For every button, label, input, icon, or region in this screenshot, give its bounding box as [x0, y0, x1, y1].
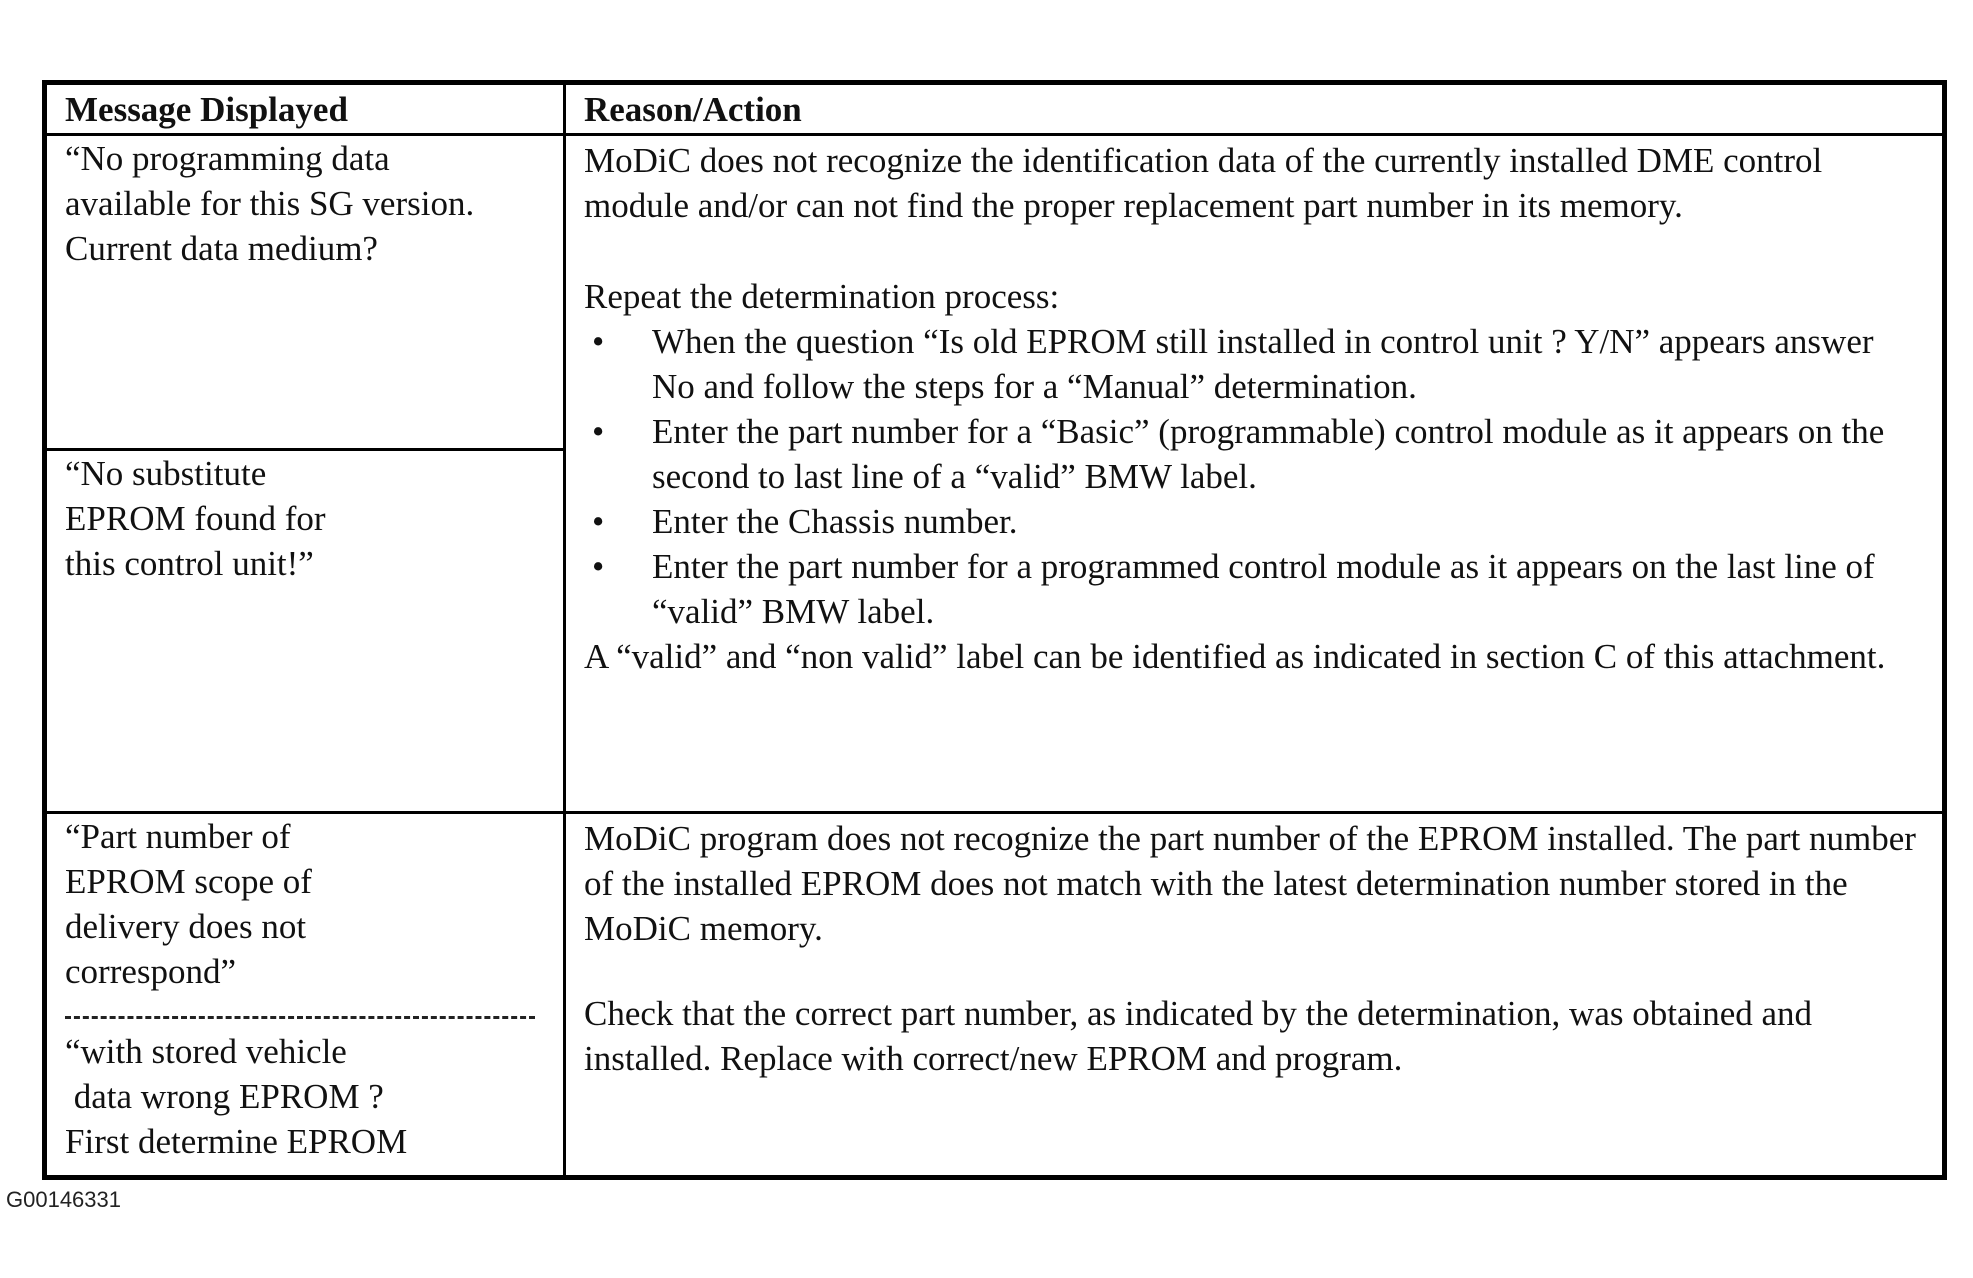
message-line: EPROM found for [65, 499, 326, 538]
action-intro: MoDiC does not recognize the identification data of the currently installed DME control module and/or can not find the proper replacement part number in its memory. [584, 141, 1823, 225]
dashed-separator [65, 1016, 535, 1019]
message-line: delivery does not [65, 907, 307, 946]
message-line: First determine EPROM [65, 1122, 408, 1161]
message-line: “No programming data [65, 139, 390, 178]
message-line: EPROM scope of [65, 862, 312, 901]
action-cell-part-number-mismatch [565, 813, 1945, 1178]
figure-id-caption: G00146331 [6, 1187, 121, 1212]
bullet-text: Enter the part number for a programmed control module as it appears on the last line of “valid” BMW label. [652, 547, 1875, 631]
header-message-displayed: Message Displayed [45, 83, 565, 135]
table-row [45, 135, 1945, 450]
list-item [584, 319, 1924, 409]
list-item [584, 409, 1924, 499]
action-repeat: Repeat the determination process: [584, 277, 1060, 316]
bullet-icon: • [592, 547, 605, 586]
bullet-icon: • [592, 322, 605, 361]
action-bullet-list [584, 319, 1924, 634]
message-cell-part-number-scope [45, 813, 565, 1178]
message-line: “Part number of [65, 817, 291, 856]
message-line: data wrong EPROM ? [65, 1077, 384, 1116]
message-table [42, 80, 1947, 1180]
message-cell-no-substitute-eprom [45, 450, 565, 813]
list-item [584, 544, 1924, 634]
message-line: “with stored vehicle [65, 1032, 347, 1071]
action-note: A “valid” and “non valid” label can be identified as indicated in section C of this attachment. [584, 637, 1886, 676]
bullet-text: Enter the Chassis number. [652, 502, 1018, 541]
message-cell-no-programming-data [45, 135, 565, 450]
bullet-icon: • [592, 502, 605, 541]
list-item [584, 499, 1924, 544]
action-cell-determination [565, 135, 1945, 813]
table-row [45, 813, 1945, 1178]
header-reason-action: Reason/Action [565, 83, 1945, 135]
message-line: available for this SG version. [65, 184, 475, 223]
action-paragraph-2: Check that the correct part number, as indicated by the determination, was obtained and installed. Replace with correct/new EPROM and program. [584, 994, 1813, 1078]
bullet-text: Enter the part number for a “Basic” (programmable) control module as it appears on the second to last line of a “valid” BMW label. [652, 412, 1885, 496]
message-line: “No substitute [65, 454, 267, 493]
message-line: this control unit!” [65, 544, 314, 583]
action-paragraph-1: MoDiC program does not recognize the part number of the EPROM installed. The part number of the installed EPROM does not match with the latest determination number stored in the MoDiC memory. [584, 819, 1916, 948]
message-line: Current data medium? [65, 229, 378, 268]
message-line: correspond” [65, 952, 237, 991]
bullet-icon: • [592, 412, 605, 451]
table-header-row [45, 83, 1945, 135]
bullet-text: When the question “Is old EPROM still installed in control unit ? Y/N” appears answer No and follow the steps for a “Manual” determination. [652, 322, 1874, 406]
